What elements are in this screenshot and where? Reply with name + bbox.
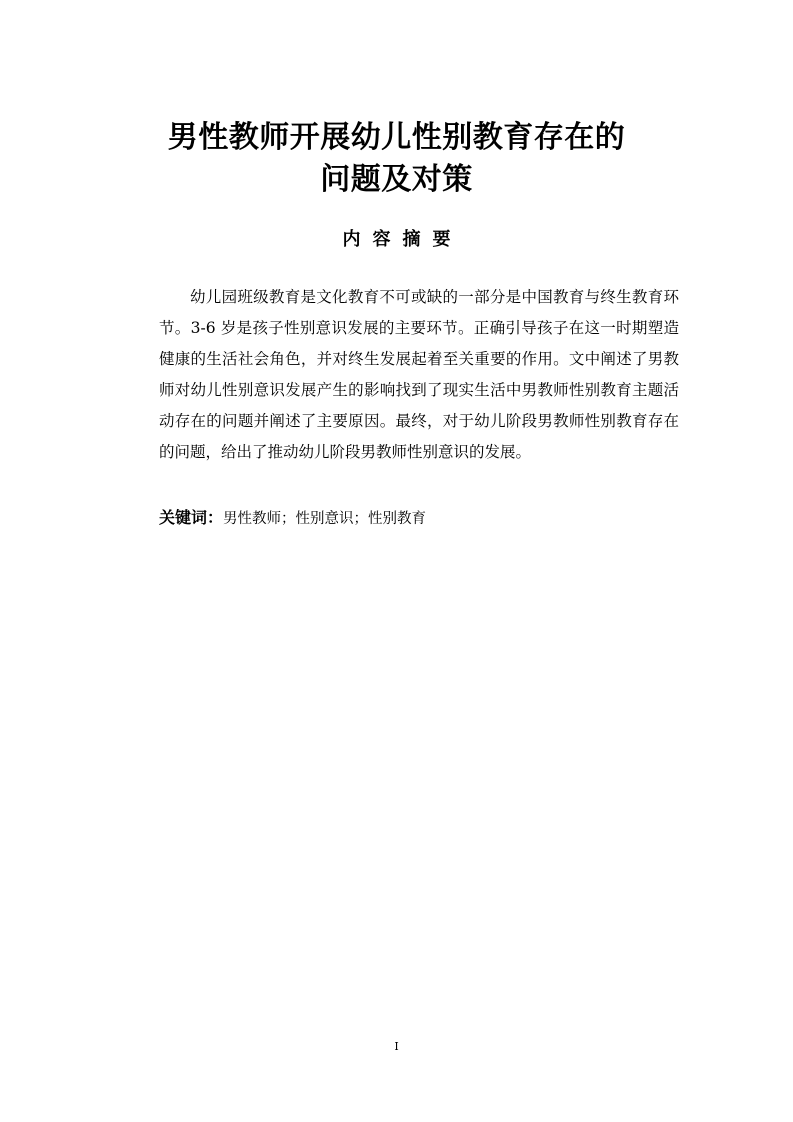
document-title-line-2: 问题及对策 [320, 162, 473, 197]
abstract-heading: 内容摘要 [342, 229, 463, 250]
keywords-line [159, 504, 679, 533]
document-title-line-1: 男性教师开展幼儿性别教育存在的 [167, 120, 626, 155]
page-number: I [394, 1040, 399, 1053]
abstract-paragraph: 幼儿园班级教育是文化教育不可或缺的一部分是中国教育与终生教育环节。3-6 岁是孩子性别意识发展的主要环节。正确引导孩子在这一时期塑造健康的生活社会角色，并对终生发展起着至关重要的作用。文中阐述了男教师对幼儿性别意识发展产生的影响找到了现实生活中男教师性别教育主题活动存在的问题并阐述了主要原因。最终，对于幼儿阶段男教师性别教育存在的问题，给出了推动幼儿阶段男教师性别意识的发展。 [159, 288, 679, 461]
keywords-values: 男性教师；性别意识；性别教育 [223, 511, 427, 527]
keywords-label: 关键词： [159, 508, 224, 527]
